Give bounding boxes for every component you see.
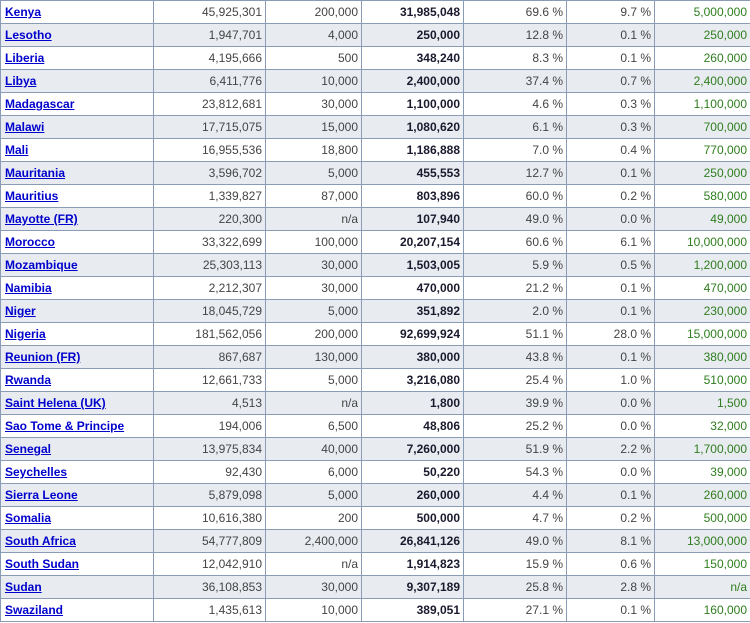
country-cell <box>1 530 154 553</box>
col3-cell: 6,500 <box>266 415 362 438</box>
col5-cell: 8.3 % <box>464 47 567 70</box>
population-cell: 867,687 <box>154 346 266 369</box>
country-cell <box>1 24 154 47</box>
country-cell <box>1 346 154 369</box>
col3-cell: 40,000 <box>266 438 362 461</box>
col5-cell: 25.4 % <box>464 369 567 392</box>
col7-cell: 5,000,000 <box>655 1 750 24</box>
table-row <box>1 576 750 599</box>
col7-cell: 1,100,000 <box>655 93 750 116</box>
col5-cell: 12.8 % <box>464 24 567 47</box>
col3-cell: 15,000 <box>266 116 362 139</box>
col7-cell: 1,700,000 <box>655 438 750 461</box>
col4-cell: 2,400,000 <box>362 70 464 93</box>
country-cell <box>1 438 154 461</box>
table-row <box>1 415 750 438</box>
col6-cell: 0.1 % <box>567 24 655 47</box>
population-cell: 18,045,729 <box>154 300 266 323</box>
country-link[interactable]: Madagascar <box>5 97 75 111</box>
table-row <box>1 24 750 47</box>
col3-cell: 10,000 <box>266 70 362 93</box>
table-row <box>1 208 750 231</box>
col5-cell: 7.0 % <box>464 139 567 162</box>
col7-cell: 260,000 <box>655 47 750 70</box>
country-cell <box>1 507 154 530</box>
col4-cell: 92,699,924 <box>362 323 464 346</box>
col4-cell: 26,841,126 <box>362 530 464 553</box>
col3-cell: 5,000 <box>266 300 362 323</box>
country-link[interactable]: Lesotho <box>5 28 52 42</box>
population-cell: 181,562,056 <box>154 323 266 346</box>
country-link[interactable]: Nigeria <box>5 327 46 341</box>
population-cell: 220,300 <box>154 208 266 231</box>
col3-cell: 200,000 <box>266 1 362 24</box>
col6-cell: 0.1 % <box>567 346 655 369</box>
col5-cell: 25.8 % <box>464 576 567 599</box>
col6-cell: 0.0 % <box>567 208 655 231</box>
col3-cell: 500 <box>266 47 362 70</box>
country-cell <box>1 369 154 392</box>
population-cell: 4,513 <box>154 392 266 415</box>
col3-cell: 18,800 <box>266 139 362 162</box>
col7-cell: 49,000 <box>655 208 750 231</box>
population-cell: 1,947,701 <box>154 24 266 47</box>
country-link[interactable]: Malawi <box>5 120 45 134</box>
population-cell: 12,661,733 <box>154 369 266 392</box>
col5-cell: 4.7 % <box>464 507 567 530</box>
col5-cell: 43.8 % <box>464 346 567 369</box>
population-cell: 36,108,853 <box>154 576 266 599</box>
col3-cell: 10,000 <box>266 599 362 622</box>
country-cell <box>1 300 154 323</box>
col4-cell: 107,940 <box>362 208 464 231</box>
table-row <box>1 162 750 185</box>
col4-cell: 1,914,823 <box>362 553 464 576</box>
col3-cell: 30,000 <box>266 576 362 599</box>
col6-cell: 0.1 % <box>567 162 655 185</box>
table-row <box>1 139 750 162</box>
table-row <box>1 553 750 576</box>
country-link[interactable]: Seychelles <box>5 465 68 479</box>
col5-cell: 51.1 % <box>464 323 567 346</box>
col5-cell: 49.0 % <box>464 530 567 553</box>
col6-cell: 0.3 % <box>567 93 655 116</box>
col7-cell: 1,200,000 <box>655 254 750 277</box>
col5-cell: 51.9 % <box>464 438 567 461</box>
col4-cell: 31,985,048 <box>362 1 464 24</box>
col5-cell: 49.0 % <box>464 208 567 231</box>
population-cell: 10,616,380 <box>154 507 266 530</box>
population-cell: 33,322,699 <box>154 231 266 254</box>
table-row <box>1 346 750 369</box>
population-cell: 54,777,809 <box>154 530 266 553</box>
col6-cell: 0.0 % <box>567 392 655 415</box>
country-link[interactable]: Somalia <box>5 511 52 525</box>
table-row <box>1 300 750 323</box>
population-cell: 5,879,098 <box>154 484 266 507</box>
col5-cell: 4.4 % <box>464 484 567 507</box>
table-row <box>1 392 750 415</box>
col4-cell: 455,553 <box>362 162 464 185</box>
col6-cell: 0.7 % <box>567 70 655 93</box>
col7-cell: 500,000 <box>655 507 750 530</box>
table-body <box>1 1 750 622</box>
col7-cell: 1,500 <box>655 392 750 415</box>
col3-cell: n/a <box>266 392 362 415</box>
table-row <box>1 277 750 300</box>
col3-cell: 6,000 <box>266 461 362 484</box>
col3-cell: 5,000 <box>266 484 362 507</box>
table-row <box>1 70 750 93</box>
col6-cell: 28.0 % <box>567 323 655 346</box>
table-row <box>1 231 750 254</box>
population-cell: 194,006 <box>154 415 266 438</box>
col3-cell: 2,400,000 <box>266 530 362 553</box>
col4-cell: 260,000 <box>362 484 464 507</box>
country-link[interactable]: Mozambique <box>5 258 78 272</box>
col4-cell: 1,800 <box>362 392 464 415</box>
col6-cell: 0.2 % <box>567 507 655 530</box>
col7-cell: 250,000 <box>655 24 750 47</box>
population-cell: 16,955,536 <box>154 139 266 162</box>
col6-cell: 0.2 % <box>567 185 655 208</box>
col4-cell: 1,503,005 <box>362 254 464 277</box>
population-cell: 17,715,075 <box>154 116 266 139</box>
table-row <box>1 323 750 346</box>
col6-cell: 6.1 % <box>567 231 655 254</box>
country-cell <box>1 576 154 599</box>
table-row <box>1 369 750 392</box>
col3-cell: n/a <box>266 208 362 231</box>
col5-cell: 6.1 % <box>464 116 567 139</box>
col5-cell: 5.9 % <box>464 254 567 277</box>
table-row <box>1 185 750 208</box>
country-cell <box>1 599 154 622</box>
country-link[interactable]: Saint Helena (UK) <box>5 396 106 410</box>
col4-cell: 1,186,888 <box>362 139 464 162</box>
col3-cell: 30,000 <box>266 254 362 277</box>
col7-cell: 32,000 <box>655 415 750 438</box>
population-cell: 4,195,666 <box>154 47 266 70</box>
col7-cell: 700,000 <box>655 116 750 139</box>
col6-cell: 1.0 % <box>567 369 655 392</box>
col7-cell: 580,000 <box>655 185 750 208</box>
col6-cell: 8.1 % <box>567 530 655 553</box>
country-cell <box>1 139 154 162</box>
country-link[interactable]: Niger <box>5 304 36 318</box>
col6-cell: 0.1 % <box>567 277 655 300</box>
table-row <box>1 93 750 116</box>
col3-cell: n/a <box>266 553 362 576</box>
col5-cell: 69.6 % <box>464 1 567 24</box>
col4-cell: 48,806 <box>362 415 464 438</box>
table-row <box>1 1 750 24</box>
col6-cell: 9.7 % <box>567 1 655 24</box>
col4-cell: 389,051 <box>362 599 464 622</box>
country-link[interactable]: Mayotte (FR) <box>5 212 78 226</box>
country-link[interactable]: Senegal <box>5 442 52 456</box>
country-cell <box>1 254 154 277</box>
col7-cell: 250,000 <box>655 162 750 185</box>
population-cell: 1,339,827 <box>154 185 266 208</box>
col4-cell: 500,000 <box>362 507 464 530</box>
col4-cell: 9,307,189 <box>362 576 464 599</box>
population-cell: 92,430 <box>154 461 266 484</box>
country-cell <box>1 553 154 576</box>
col4-cell: 20,207,154 <box>362 231 464 254</box>
col5-cell: 60.0 % <box>464 185 567 208</box>
country-link[interactable]: Namibia <box>5 281 52 295</box>
table-row <box>1 461 750 484</box>
col6-cell: 0.1 % <box>567 300 655 323</box>
population-cell: 6,411,776 <box>154 70 266 93</box>
col7-cell: 150,000 <box>655 553 750 576</box>
country-link[interactable]: Sierra Leone <box>5 488 78 502</box>
col5-cell: 39.9 % <box>464 392 567 415</box>
col6-cell: 0.5 % <box>567 254 655 277</box>
country-cell <box>1 484 154 507</box>
country-cell <box>1 392 154 415</box>
col7-cell: 770,000 <box>655 139 750 162</box>
col7-cell: 510,000 <box>655 369 750 392</box>
col6-cell: 0.0 % <box>567 415 655 438</box>
col7-cell: 13,000,000 <box>655 530 750 553</box>
country-cell <box>1 208 154 231</box>
population-cell: 2,212,307 <box>154 277 266 300</box>
country-cell <box>1 47 154 70</box>
col5-cell: 4.6 % <box>464 93 567 116</box>
population-cell: 45,925,301 <box>154 1 266 24</box>
population-cell: 3,596,702 <box>154 162 266 185</box>
col7-cell: 15,000,000 <box>655 323 750 346</box>
country-cell <box>1 415 154 438</box>
country-link[interactable]: Rwanda <box>5 373 52 387</box>
col4-cell: 380,000 <box>362 346 464 369</box>
col3-cell: 87,000 <box>266 185 362 208</box>
col6-cell: 2.8 % <box>567 576 655 599</box>
country-link[interactable]: Sudan <box>5 580 42 594</box>
table-row <box>1 484 750 507</box>
country-link[interactable]: Sao Tome & Principe <box>5 419 125 433</box>
col4-cell: 348,240 <box>362 47 464 70</box>
col5-cell: 60.6 % <box>464 231 567 254</box>
col4-cell: 50,220 <box>362 461 464 484</box>
col5-cell: 37.4 % <box>464 70 567 93</box>
col6-cell: 0.3 % <box>567 116 655 139</box>
country-link[interactable]: South Sudan <box>5 557 79 571</box>
col5-cell: 2.0 % <box>464 300 567 323</box>
country-cell <box>1 461 154 484</box>
col6-cell: 0.1 % <box>567 484 655 507</box>
table-row <box>1 530 750 553</box>
col3-cell: 4,000 <box>266 24 362 47</box>
col4-cell: 7,260,000 <box>362 438 464 461</box>
country-link[interactable]: Swaziland <box>5 603 64 617</box>
country-cell <box>1 162 154 185</box>
col7-cell: 10,000,000 <box>655 231 750 254</box>
col4-cell: 351,892 <box>362 300 464 323</box>
country-link[interactable]: Libya <box>5 74 37 88</box>
population-cell: 13,975,834 <box>154 438 266 461</box>
col4-cell: 3,216,080 <box>362 369 464 392</box>
country-link[interactable]: Kenya <box>5 5 42 19</box>
population-cell: 12,042,910 <box>154 553 266 576</box>
col4-cell: 803,896 <box>362 185 464 208</box>
col7-cell: 380,000 <box>655 346 750 369</box>
country-cell <box>1 1 154 24</box>
country-link[interactable]: Morocco <box>5 235 56 249</box>
col7-cell: 470,000 <box>655 277 750 300</box>
country-link[interactable]: Mauritius <box>5 189 59 203</box>
country-cell <box>1 231 154 254</box>
col6-cell: 0.4 % <box>567 139 655 162</box>
col6-cell: 0.6 % <box>567 553 655 576</box>
col3-cell: 100,000 <box>266 231 362 254</box>
col4-cell: 250,000 <box>362 24 464 47</box>
col6-cell: 2.2 % <box>567 438 655 461</box>
table-row <box>1 116 750 139</box>
population-cell: 23,812,681 <box>154 93 266 116</box>
col3-cell: 200 <box>266 507 362 530</box>
col5-cell: 54.3 % <box>464 461 567 484</box>
country-cell <box>1 116 154 139</box>
country-link[interactable]: Mauritania <box>5 166 66 180</box>
country-cell <box>1 277 154 300</box>
col5-cell: 27.1 % <box>464 599 567 622</box>
country-link[interactable]: Mali <box>5 143 29 157</box>
col5-cell: 21.2 % <box>464 277 567 300</box>
population-cell: 1,435,613 <box>154 599 266 622</box>
col3-cell: 30,000 <box>266 277 362 300</box>
table-row <box>1 599 750 622</box>
country-cell <box>1 93 154 116</box>
table-row <box>1 438 750 461</box>
table-row <box>1 47 750 70</box>
country-cell <box>1 70 154 93</box>
table-row <box>1 254 750 277</box>
col6-cell: 0.1 % <box>567 599 655 622</box>
table-row <box>1 507 750 530</box>
country-link[interactable]: Reunion (FR) <box>5 350 81 364</box>
col3-cell: 200,000 <box>266 323 362 346</box>
country-cell <box>1 323 154 346</box>
col6-cell: 0.1 % <box>567 47 655 70</box>
population-cell: 25,303,113 <box>154 254 266 277</box>
country-link[interactable]: Liberia <box>5 51 45 65</box>
col7-cell: 160,000 <box>655 599 750 622</box>
col5-cell: 12.7 % <box>464 162 567 185</box>
col5-cell: 15.9 % <box>464 553 567 576</box>
col7-cell: 2,400,000 <box>655 70 750 93</box>
country-link[interactable]: South Africa <box>5 534 76 548</box>
col7-cell: 39,000 <box>655 461 750 484</box>
col5-cell: 25.2 % <box>464 415 567 438</box>
col7-cell: 260,000 <box>655 484 750 507</box>
col3-cell: 130,000 <box>266 346 362 369</box>
col3-cell: 30,000 <box>266 93 362 116</box>
col4-cell: 1,080,620 <box>362 116 464 139</box>
country-cell <box>1 185 154 208</box>
col7-cell: n/a <box>655 576 750 599</box>
col3-cell: 5,000 <box>266 162 362 185</box>
col4-cell: 1,100,000 <box>362 93 464 116</box>
col7-cell: 230,000 <box>655 300 750 323</box>
col6-cell: 0.0 % <box>567 461 655 484</box>
col4-cell: 470,000 <box>362 277 464 300</box>
col3-cell: 5,000 <box>266 369 362 392</box>
